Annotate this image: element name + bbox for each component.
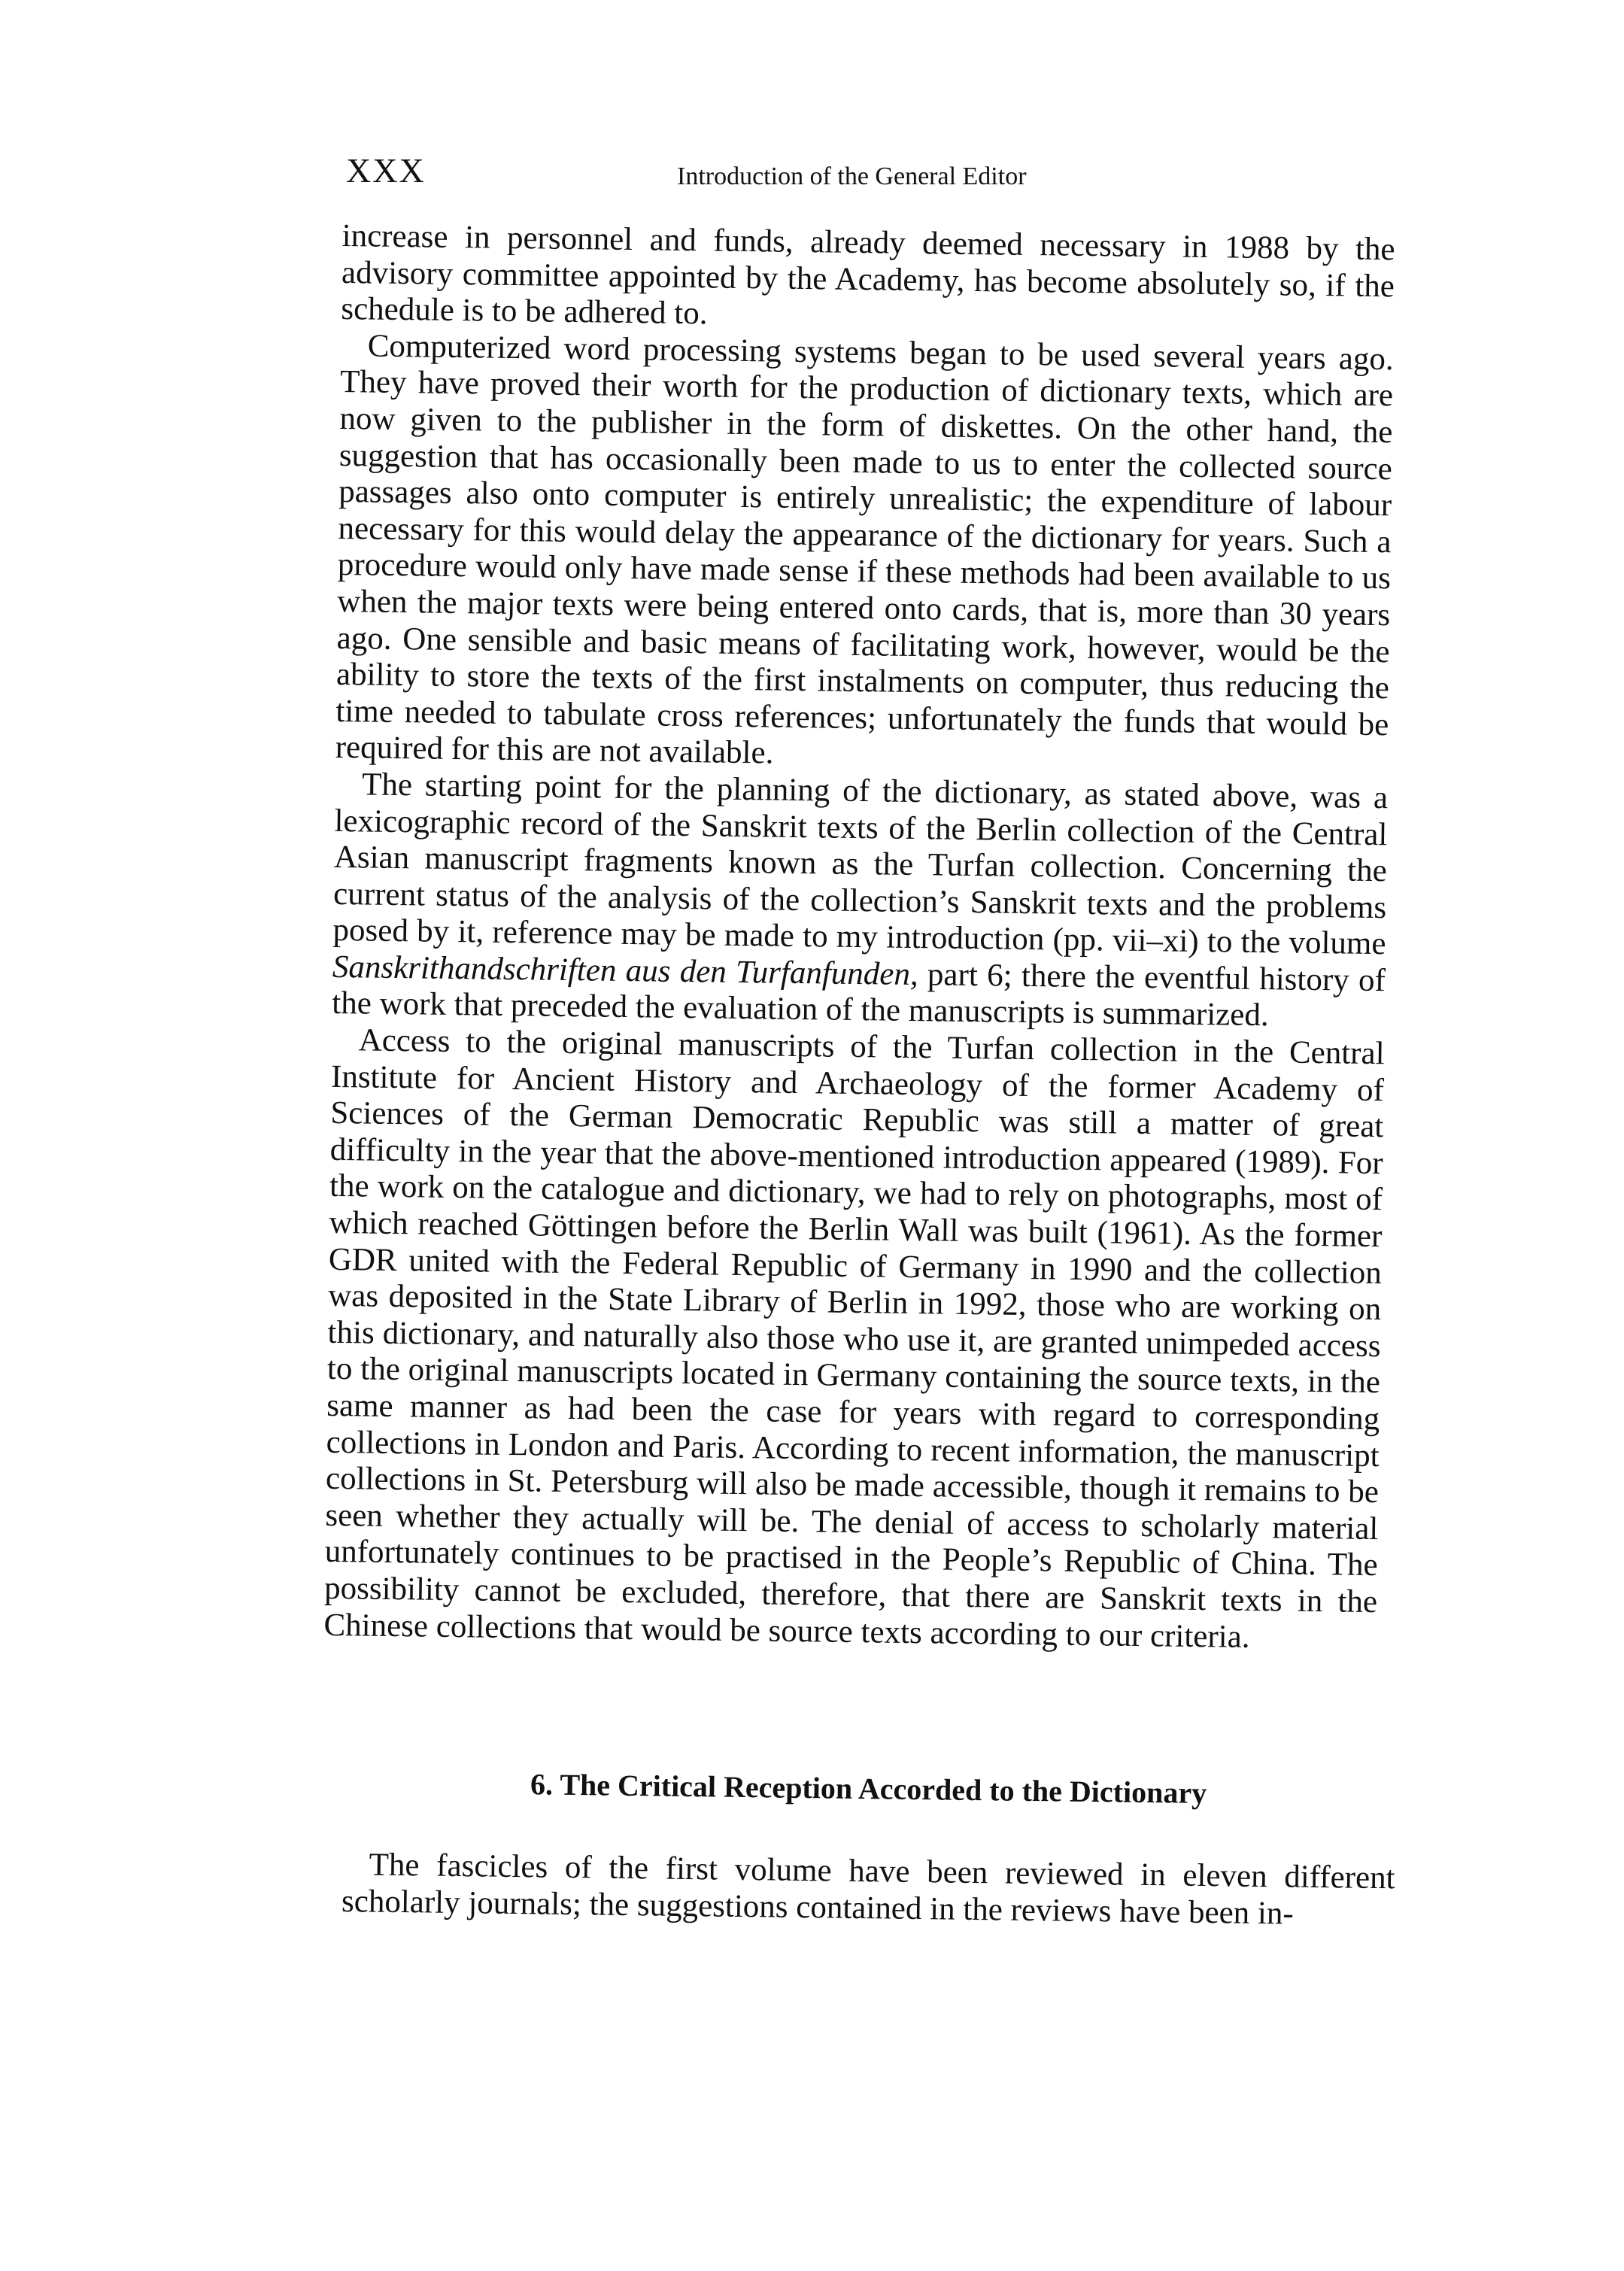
paragraph-3-text-a: The starting point for the planning of the dictionary, as stated above, was a lexicographic record of the Sanskrit texts of the Berlin collection of the Central Asian manuscript fragments known as the Turfan collection. Concerning the current status of the analysis of the collection’s Sanskrit texts and the problems posed by it, reference may be made to my introduction (pp. vii–xi) to the volume: [332, 767, 1389, 962]
paragraph-3-text-b: part 6; there the eventful history of the work that preceded the evaluation of the manuscripts is summarized.: [332, 956, 1386, 1034]
body-text: [323, 218, 1395, 1657]
paragraph-1: increase in personnel and funds, already deemed necessary in 1988 by the advisory committee appointed by the Academy, has become absolutely so, if the schedule is to be adhered to.: [341, 218, 1395, 332]
paragraph-5: The fascicles of the first volume have been reviewed in eleven different scholarly journals; the suggestions contained in the reviews have been in-: [341, 1847, 1395, 1932]
book-title: Sanskrithandschriften aus den Turfanfunden,: [332, 949, 918, 992]
paragraph-3: [332, 767, 1388, 1036]
paragraph-2: Computerized word processing systems began to be used several years ago. They have proved their worth for the production of dictionary texts, which are now given to the publisher in the form of diskettes. On the other hand, the suggestion that has occasionally been made to us to enter the collected source passages also onto computer is entirely unrealistic; the expenditure of labour necessary for this would delay the appearance of the dictionary for years. Such a procedure would only have made sense if these methods had been available to us when the major texts were being entered onto cards, that is, more than 30 years ago. One sensible and basic means of facilitating work, however, would be the ability to store the texts of the first instalments on computer, thus reducing the time needed to tabulate cross references; unfortunately the funds that would be required for this are not available.: [335, 328, 1394, 771]
section-body: [341, 1847, 1395, 1934]
running-head: Introduction of the General Editor: [677, 162, 1027, 190]
section-heading: 6. The Critical Reception Accorded to the Dictionary: [530, 1767, 1207, 1811]
page-number: XXX: [346, 151, 426, 190]
paragraph-4: Access to the original manuscripts of the Turfan collection in the Central Institute for Ancient History and Archaeology of the former Academy of Sciences of the German Democratic Republic was still a matter of great difficulty in the year that the above-mentioned introduction appeared (1989). For the work on the catalogue and dictionary, we had to rely on photographs, most of which reached Göttingen before the Berlin Wall was built (1961). As the former GDR united with the Federal Republic of Germany in 1990 and the collection was deposited in the State Library of Berlin in 1992, those who are working on this dictionary, and naturally also those who use it, are granted unimpeded access to the original manuscripts located in Germany containing the source texts, in the same manner as had been the case for years with regard to corresponding collections in London and Paris. According to recent information, the manuscript collections in St. Petersburg will also be made accessible, though it remains to be seen whether they actually will be. The denial of access to scholarly material unfortunately continues to be practised in the People’s Republic of China. The possibility cannot be excluded, therefore, that there are Sanskrit texts in the Chinese collections that would be source texts according to our criteria.: [323, 1022, 1385, 1655]
